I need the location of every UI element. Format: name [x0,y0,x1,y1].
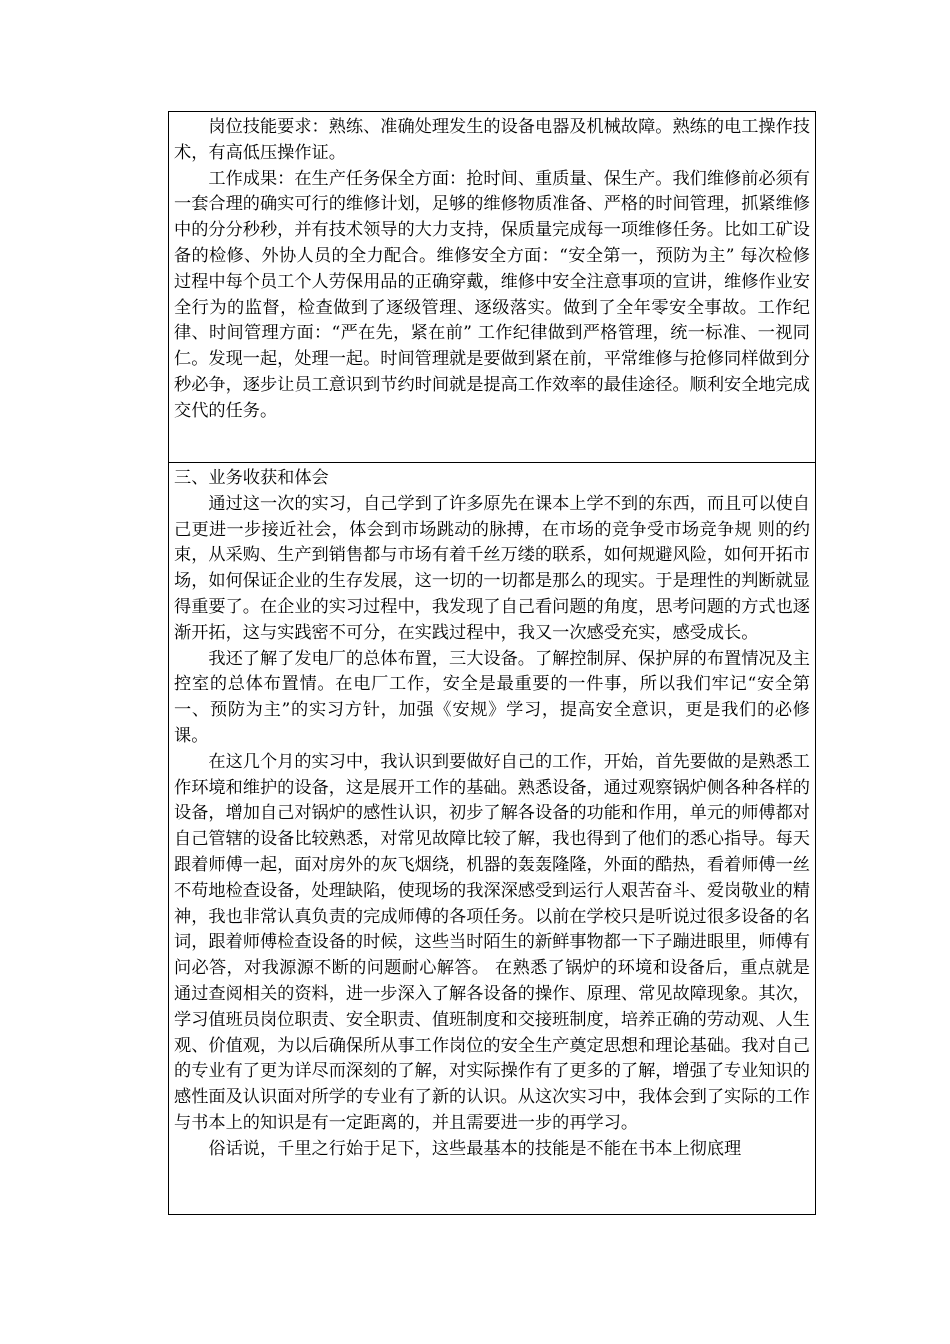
body-paragraph: 通过这一次的实习，自己学到了许多原先在课本上学不到的东西，而且可以使自己更进一步接近社会，体会到市场跳动的脉搏，在市场的竞争受市场竞争规 则的约束，从采购、生产到销售都与市场有着千丝万缕的联系，如何规避风险，如何开拓市场，如何保证企业的生存发展，这一切的一切都是那么的现实。于是理性的判断就显得重要了。在企业的实习过程中，我发现了自己看问题的角度，思考问题的方式也逐渐开拓，这与实践密不可分，在实践过程中，我又一次感受充实，感受成长。 [174,493,810,643]
job-skills-and-results-cell [169,112,816,463]
table-row [169,112,816,463]
job-skills-paragraph: 岗位技能要求：熟练、准确处理发生的设备电器及机械故障。熟练的电工操作技术，有高低压操作证。 [174,117,810,163]
business-gains-cell [169,463,816,1215]
body-paragraph: 我还了解了发电厂的总体布置，三大设备。了解控制屏、保护屏的布置情况及主控室的总体布置情。在电厂工作，安全是最重要的一件事，所以我们牢记“安全第一、预防为主”的实习方针，加强《安规》学习，提高安全意识，更是我们的必修课。 [174,648,810,746]
report-table [168,111,816,1215]
body-paragraph: 俗话说，千里之行始于足下，这些最基本的技能是不能在书本上彻底理 [208,1138,742,1159]
work-results-paragraph: 工作成果：在生产任务保全方面：抢时间、重质量、保生产。我们维修前必须有一套合理的确实可行的维修计划，足够的维修物质准备、严格的时间管理，抓紧维修中的分分秒秒，并有技术领导的大力支持，保质量完成每一项维修任务。比如工矿设备的检修、外协人员的全力配合。维修安全方面：“安全第一，预防为主” 每次检修过程中每个员工个人劳保用品的正确穿戴，维修中安全注意事项的宣讲，维修作业安全行为的监督，检查做到了逐级管理、逐级落实。做到了全年零安全事故。工作纪律、时间管理方面：“严在先，紧在前” 工作纪律做到严格管理，统一标准、一视同仁。发现一起，处理一起。时间管理就是要做到紧在前，平常维修与抢修同样做到分秒必争，逐步让员工意识到节约时间就是提高工作效率的最佳途径。顺利安全地完成交代的任务。 [174,168,810,421]
table-row [169,463,816,1215]
section-heading: 三、业务收获和体会 [174,468,329,488]
body-paragraph: 在这几个月的实习中，我认识到要做好自己的工作，开始，首先要做的是熟悉工作环境和维护的设备，这是展开工作的基础。熟悉设备，通过观察锅炉侧各种各样的设备，增加自己对锅炉的感性认识，初步了解各设备的功能和作用，单元的师傅都对自己管辖的设备比较熟悉，对常见故障比较了解，我也得到了他们的悉心指导。每天跟着师傅一起，面对房外的灰飞烟绕，机器的轰轰隆隆，外面的酷热，看着师傅一丝不苟地检查设备，处理缺陷，使现场的我深深感受到运行人艰苦奋斗、爱岗敬业的精神，我也非常认真负责的完成师傅的各项任务。以前在学校只是听说过很多设备的名词，跟着师傅检查设备的时候，这些当时陌生的新鲜事物都一下子蹦进眼里，师傅有问必答，对我源源不断的问题耐心解答。 在熟悉了锅炉的环境和设备后，重点就是通过查阅相关的资料，进一步深入了解各设备的操作、原理、常见故障现象。其次，学习值班员岗位职责、安全职责、值班制度和交接班制度，培养正确的劳动观、人生观、价值观，为以后确保所从事工作岗位的安全生产奠定思想和理论基础。我对自己的专业有了更为详尽而深刻的了解，对实际操作有了更多的了解，增强了专业知识的感性面及认识面对所学的专业有了新的认识。从这次实习中，我体会到了实际的工作与书本上的知识是有一定距离的，并且需要进一步的再学习。 [174,751,810,1133]
